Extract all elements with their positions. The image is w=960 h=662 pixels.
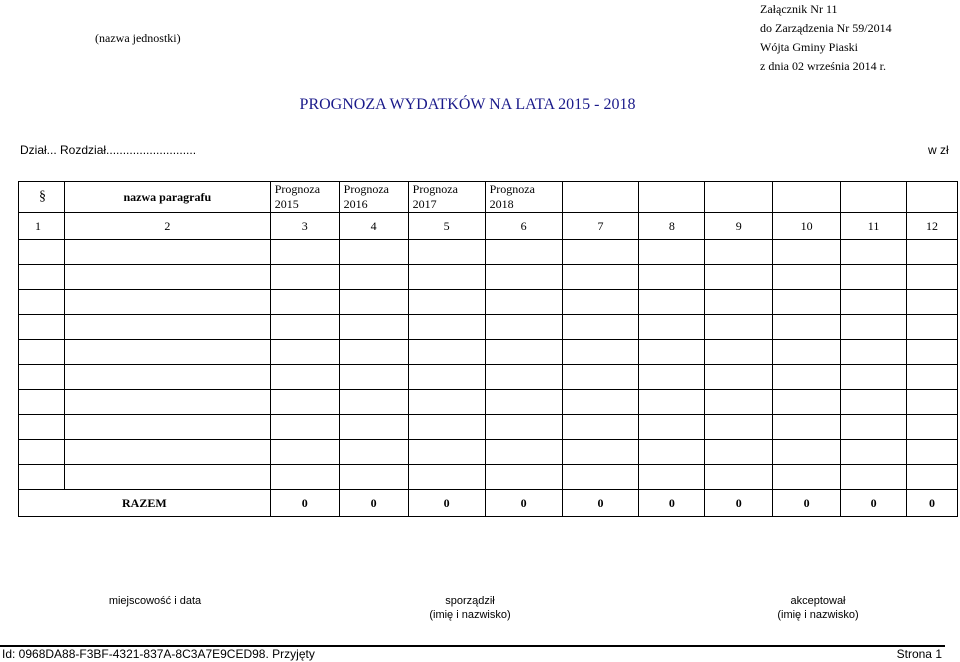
- paragraph-header: nazwa paragrafu: [64, 182, 270, 213]
- table-row: [19, 265, 958, 290]
- table-row: [19, 240, 958, 265]
- total-value: 0: [841, 490, 907, 517]
- table-row: [19, 365, 958, 390]
- total-value: 0: [408, 490, 485, 517]
- annex-block: [760, 0, 892, 76]
- total-value: 0: [485, 490, 562, 517]
- column-number: 5: [408, 213, 485, 240]
- total-value: 0: [562, 490, 639, 517]
- annex-line: do Zarządzenia Nr 59/2014: [760, 21, 892, 35]
- column-number: 4: [339, 213, 408, 240]
- page-number: Strona 1: [896, 647, 942, 661]
- total-value: 0: [773, 490, 841, 517]
- annex-line: Wójta Gminy Piaski: [760, 40, 858, 54]
- unit-name: (nazwa jednostki): [95, 31, 181, 45]
- column-number: 11: [841, 213, 907, 240]
- annex-line: z dnia 02 września 2014 r.: [760, 59, 886, 73]
- column-number: 7: [562, 213, 639, 240]
- table-row: [19, 340, 958, 365]
- total-row: [19, 490, 958, 517]
- table-row: [19, 415, 958, 440]
- total-value: 0: [339, 490, 408, 517]
- column-number-row: [19, 213, 958, 240]
- total-value: 0: [639, 490, 705, 517]
- section-symbol: §: [39, 189, 46, 204]
- document-id: Id: 0968DA88-F3BF-4321-837A-8C3A7E9CED98. Przyjęty: [2, 647, 315, 661]
- column-number: 2: [64, 213, 270, 240]
- table-row: [19, 390, 958, 415]
- column-number: 10: [773, 213, 841, 240]
- table-row: [19, 465, 958, 490]
- signature-accepted: akceptował (imię i nazwisko): [777, 595, 859, 621]
- total-value: 0: [270, 490, 339, 517]
- column-number: 6: [485, 213, 562, 240]
- column-number: 8: [639, 213, 705, 240]
- annex-line: Załącznik Nr 11: [760, 2, 838, 16]
- table-row: [19, 290, 958, 315]
- total-value: 0: [907, 490, 958, 517]
- page-title: PROGNOZA WYDATKÓW NA LATA 2015 - 2018: [299, 96, 636, 113]
- signature-place-date: miejscowość i data: [108, 595, 202, 607]
- unit-label: w zł: [928, 143, 949, 157]
- forecast-header-2017: Prognoza 2017: [408, 182, 485, 213]
- total-label: RAZEM: [19, 490, 271, 517]
- column-number: 9: [705, 213, 773, 240]
- table-header-row: [19, 182, 958, 213]
- signature-prepared: sporządził (imię i nazwisko): [429, 595, 511, 621]
- column-number: 3: [270, 213, 339, 240]
- forecast-header-2016: Prognoza 2016: [339, 182, 408, 213]
- dzial-rozdzial: Dział... Rozdział...........................: [20, 143, 197, 157]
- column-number: 1: [19, 213, 65, 240]
- forecast-header-2015: Prognoza 2015: [270, 182, 339, 213]
- forecast-header-2018: Prognoza 2018: [485, 182, 562, 213]
- table-row: [19, 440, 958, 465]
- forecast-table: [18, 181, 958, 517]
- total-value: 0: [705, 490, 773, 517]
- column-number: 12: [907, 213, 958, 240]
- table-row: [19, 315, 958, 340]
